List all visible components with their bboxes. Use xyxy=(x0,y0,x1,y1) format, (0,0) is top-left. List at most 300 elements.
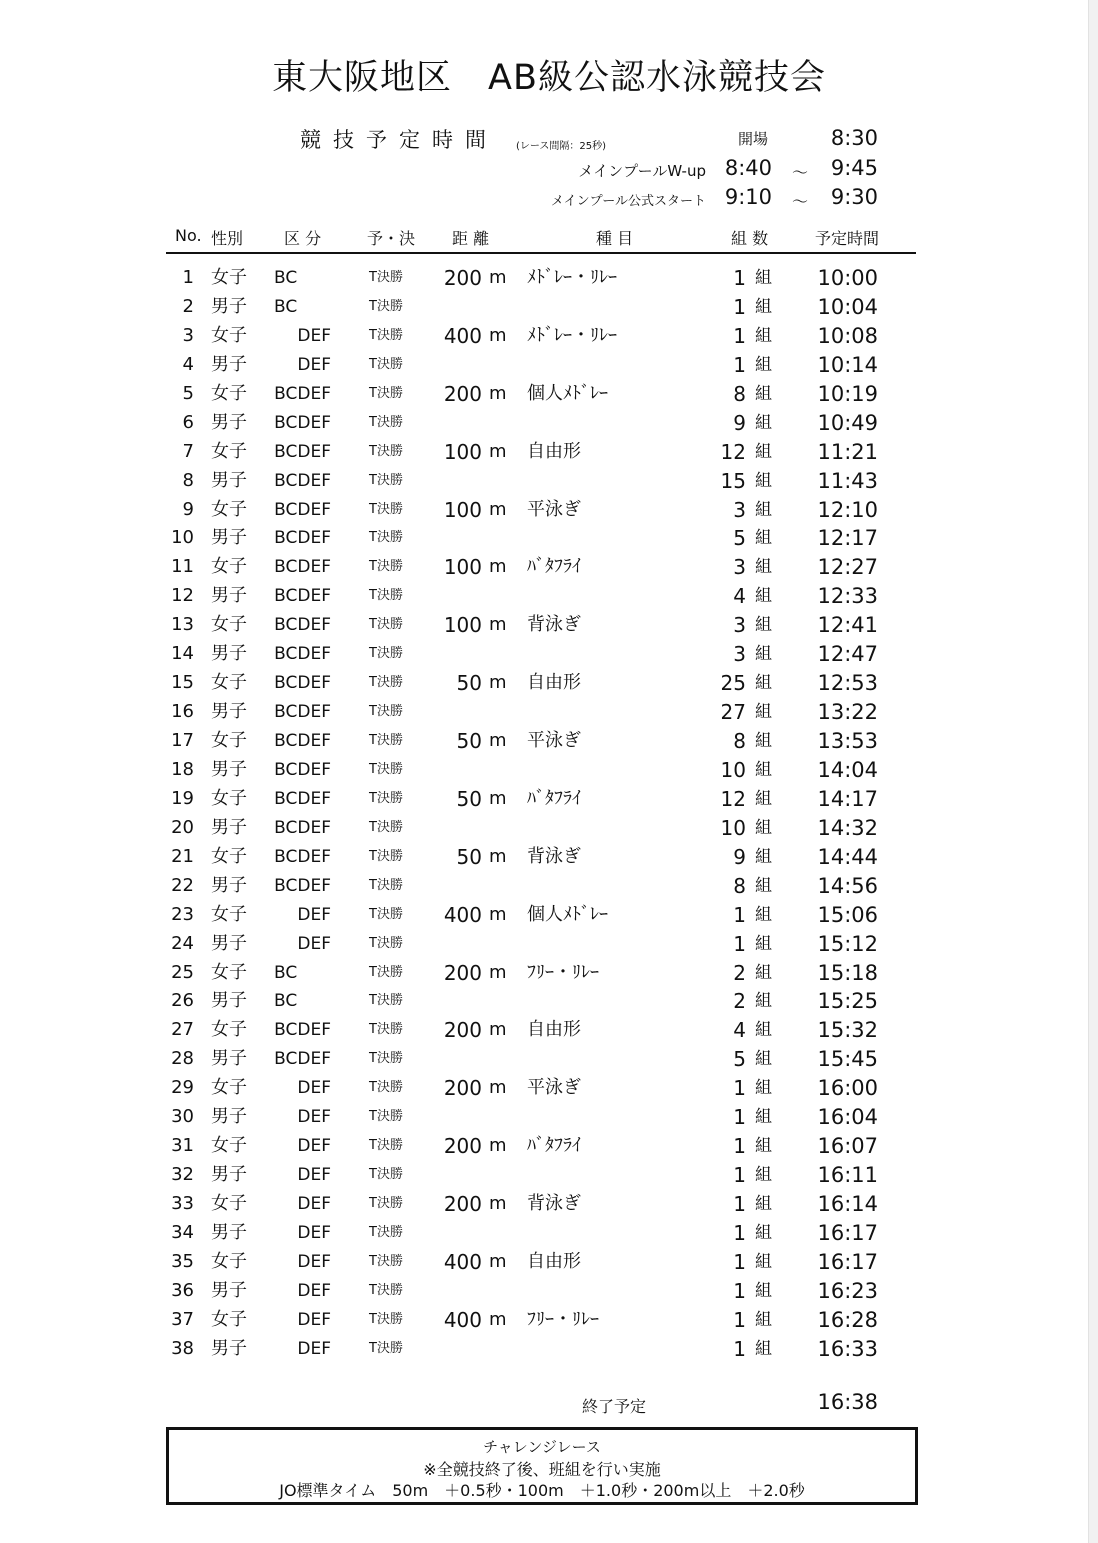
row-division: BCDEF xyxy=(274,788,331,809)
row-division: DEF xyxy=(297,933,331,954)
row-heats-unit: 組 xyxy=(755,615,772,636)
row-division: BC xyxy=(274,962,298,983)
row-heats: 3 xyxy=(733,613,746,638)
row-time: 13:22 xyxy=(817,700,878,725)
row-time: 16:17 xyxy=(817,1220,878,1245)
row-heats: 1 xyxy=(733,323,746,348)
row-sex: 男子 xyxy=(211,295,247,317)
row-division: BCDEF xyxy=(274,644,331,665)
row-time: 16:17 xyxy=(817,1249,878,1274)
row-time: 14:56 xyxy=(817,873,878,898)
row-distance: 400 xyxy=(443,1249,482,1274)
table-row xyxy=(0,1306,1098,1335)
row-heats: 15 xyxy=(720,468,746,493)
table-row xyxy=(0,1161,1098,1190)
row-event: 自由形 xyxy=(527,1019,581,1041)
table-row xyxy=(0,901,1098,930)
row-no: 34 xyxy=(171,1221,194,1243)
row-sex: 女子 xyxy=(211,1077,247,1099)
row-sex: 男子 xyxy=(211,1221,247,1243)
row-event: 平泳ぎ xyxy=(527,1077,581,1099)
row-distance: 200 xyxy=(443,381,482,406)
row-distance: 100 xyxy=(443,555,482,580)
table-row xyxy=(0,409,1098,438)
row-sex: 男子 xyxy=(211,1279,247,1301)
row-round: T決勝 xyxy=(369,675,403,691)
table-row xyxy=(0,1045,1098,1074)
schedule-table xyxy=(0,264,1098,1364)
row-no: 10 xyxy=(171,527,194,549)
row-heats: 1 xyxy=(733,902,746,927)
row-division: BCDEF xyxy=(274,1020,331,1041)
row-event: ﾒﾄﾞﾚｰ・ﾘﾚｰ xyxy=(527,267,617,288)
row-time: 15:32 xyxy=(817,1018,878,1043)
row-time: 13:53 xyxy=(817,729,878,753)
row-round: T決勝 xyxy=(369,1196,403,1211)
row-heats-unit: 組 xyxy=(755,586,772,607)
row-distance: 400 xyxy=(443,1307,482,1332)
row-distance: 200 xyxy=(443,1192,482,1216)
table-row xyxy=(0,611,1098,640)
row-division: DEF xyxy=(297,325,331,346)
row-no: 13 xyxy=(171,614,194,636)
table-row xyxy=(0,322,1098,351)
row-round: T決勝 xyxy=(369,1022,403,1038)
row-heats: 12 xyxy=(720,786,746,811)
row-distance-unit: m xyxy=(489,903,507,925)
row-sex: 女子 xyxy=(211,730,247,751)
table-row xyxy=(0,1074,1098,1103)
row-heats-unit: 組 xyxy=(755,557,772,578)
row-no: 19 xyxy=(171,787,194,809)
row-heats-unit: 組 xyxy=(755,528,772,549)
row-time: 16:00 xyxy=(817,1076,878,1101)
row-sex: 女子 xyxy=(211,614,247,636)
row-distance-unit: m xyxy=(489,845,507,867)
row-division: BCDEF xyxy=(274,846,331,867)
table-row xyxy=(0,1190,1098,1219)
row-heats: 1 xyxy=(733,266,746,290)
row-round: T決勝 xyxy=(369,935,403,951)
row-heats-unit: 組 xyxy=(755,731,772,751)
row-heats-unit: 組 xyxy=(755,904,772,925)
row-round: T決勝 xyxy=(369,1253,403,1269)
header-round: 予・決 xyxy=(367,229,416,248)
row-time: 15:45 xyxy=(817,1047,878,1072)
row-heats-unit: 組 xyxy=(755,788,772,809)
row-distance-unit: m xyxy=(489,440,507,462)
row-division: DEF xyxy=(297,1280,331,1301)
row-distance-unit: m xyxy=(489,614,507,636)
table-row xyxy=(0,1277,1098,1306)
challenge-box xyxy=(166,1427,918,1505)
row-round: T決勝 xyxy=(369,790,403,806)
row-event: 背泳ぎ xyxy=(527,1193,581,1214)
row-no: 16 xyxy=(171,701,194,723)
row-heats: 1 xyxy=(733,1278,746,1303)
row-heats-unit: 組 xyxy=(755,383,772,404)
row-round: T決勝 xyxy=(369,270,403,285)
row-no: 17 xyxy=(171,730,194,751)
row-no: 28 xyxy=(171,1048,194,1070)
row-time: 11:21 xyxy=(817,439,878,464)
row-heats: 1 xyxy=(733,1076,746,1101)
row-division: BCDEF xyxy=(274,499,331,520)
row-no: 33 xyxy=(171,1193,194,1214)
row-event: 平泳ぎ xyxy=(527,730,581,751)
row-division: DEF xyxy=(297,1251,331,1272)
row-time: 12:27 xyxy=(817,555,878,580)
row-no: 21 xyxy=(171,845,194,867)
row-heats-unit: 組 xyxy=(755,1194,772,1214)
row-round: T決勝 xyxy=(369,1080,403,1096)
row-event: ﾌﾘｰ・ﾘﾚｰ xyxy=(527,1308,599,1330)
row-round: T決勝 xyxy=(369,877,403,893)
table-row xyxy=(0,467,1098,496)
row-heats: 25 xyxy=(720,671,746,696)
row-distance: 200 xyxy=(443,1134,482,1159)
row-heats: 27 xyxy=(720,700,746,725)
row-heats: 1 xyxy=(733,1134,746,1159)
header-division: 区 分 xyxy=(284,229,322,248)
row-division: DEF xyxy=(297,354,331,375)
header-rule xyxy=(166,252,916,254)
table-row xyxy=(0,1103,1098,1132)
row-heats: 1 xyxy=(733,931,746,956)
table-row xyxy=(0,756,1098,785)
row-heats-unit: 組 xyxy=(755,1280,772,1301)
row-distance-unit: m xyxy=(489,787,507,809)
row-sex: 男子 xyxy=(211,527,247,549)
row-division: BCDEF xyxy=(274,875,331,896)
row-division: DEF xyxy=(297,1309,331,1330)
header-no: No. xyxy=(175,226,202,245)
row-no: 25 xyxy=(171,961,194,983)
row-sex: 女子 xyxy=(211,382,247,404)
row-time: 12:17 xyxy=(817,526,878,551)
header-event: 種 目 xyxy=(596,229,634,248)
row-heats-unit: 組 xyxy=(755,846,772,867)
row-round: T決勝 xyxy=(369,501,403,517)
row-distance-unit: m xyxy=(489,730,507,751)
info-official-end: 9:30 xyxy=(830,185,878,209)
row-event: 背泳ぎ xyxy=(527,614,581,636)
row-distance-unit: m xyxy=(489,382,507,404)
row-heats-unit: 組 xyxy=(755,1251,772,1272)
row-heats: 8 xyxy=(733,873,746,898)
table-row xyxy=(0,496,1098,525)
row-heats: 3 xyxy=(733,555,746,580)
row-distance: 50 xyxy=(456,671,482,696)
row-no: 27 xyxy=(171,1019,194,1041)
row-time: 15:12 xyxy=(817,931,878,956)
row-sex: 男子 xyxy=(211,1337,247,1359)
row-heats: 9 xyxy=(733,844,746,869)
row-sex: 男子 xyxy=(211,1106,247,1128)
row-distance: 200 xyxy=(443,1076,482,1101)
row-no: 14 xyxy=(171,643,194,665)
row-heats: 9 xyxy=(733,410,746,435)
schedule-note: (レース間隔：25秒) xyxy=(516,141,607,152)
row-sex: 男子 xyxy=(211,874,247,896)
table-row xyxy=(0,438,1098,467)
row-time: 16:04 xyxy=(817,1105,878,1130)
row-heats: 3 xyxy=(733,497,746,522)
row-sex: 男子 xyxy=(211,585,247,607)
row-distance: 50 xyxy=(456,786,482,811)
row-round: T決勝 xyxy=(369,1340,403,1356)
row-time: 12:53 xyxy=(817,671,878,696)
row-division: BCDEF xyxy=(274,702,331,723)
row-round: T決勝 xyxy=(369,327,403,343)
row-sex: 男子 xyxy=(211,1048,247,1070)
row-time: 14:17 xyxy=(817,786,878,811)
row-division: BCDEF xyxy=(274,615,331,636)
info-warmup-start: 8:40 xyxy=(724,156,772,180)
row-event: 平泳ぎ xyxy=(527,498,581,520)
row-heats-unit: 組 xyxy=(755,1165,772,1186)
info-official-start: 9:10 xyxy=(724,185,772,209)
row-no: 24 xyxy=(171,932,194,954)
table-row xyxy=(0,1016,1098,1045)
row-round: T決勝 xyxy=(369,1224,403,1240)
row-distance: 200 xyxy=(443,266,482,290)
row-heats: 1 xyxy=(733,1220,746,1245)
row-sex: 女子 xyxy=(211,1308,247,1330)
row-time: 12:33 xyxy=(817,584,878,609)
row-time: 16:28 xyxy=(817,1307,878,1332)
row-no: 30 xyxy=(171,1106,194,1128)
row-division: BCDEF xyxy=(274,586,331,607)
row-no: 7 xyxy=(182,440,194,462)
info-warmup-end: 9:45 xyxy=(830,156,878,180)
row-division: DEF xyxy=(297,1338,331,1359)
row-heats-unit: 組 xyxy=(755,644,772,665)
row-distance: 200 xyxy=(443,960,482,985)
info-open-time: 8:30 xyxy=(830,126,878,150)
row-heats: 5 xyxy=(733,1047,746,1072)
row-no: 6 xyxy=(182,411,194,433)
row-time: 15:18 xyxy=(817,960,878,985)
row-distance: 100 xyxy=(443,439,482,464)
row-round: T決勝 xyxy=(369,414,403,430)
row-round: T決勝 xyxy=(369,993,403,1009)
row-time: 10:14 xyxy=(817,352,878,377)
row-distance-unit: m xyxy=(489,1135,507,1157)
row-distance-unit: m xyxy=(489,961,507,983)
row-heats-unit: 組 xyxy=(755,1078,772,1099)
row-round: T決勝 xyxy=(369,819,403,835)
info-official-tilde: ～ xyxy=(792,192,809,211)
row-heats-unit: 組 xyxy=(755,1049,772,1070)
row-no: 26 xyxy=(171,990,194,1012)
row-distance-unit: m xyxy=(489,1019,507,1041)
header-sex: 性別 xyxy=(211,229,244,248)
row-sex: 男子 xyxy=(211,758,247,780)
row-distance: 400 xyxy=(443,902,482,927)
row-round: T決勝 xyxy=(369,646,403,662)
row-sex: 女子 xyxy=(211,672,247,694)
row-division: BC xyxy=(274,268,298,288)
row-heats: 1 xyxy=(733,1105,746,1130)
row-event: ﾒﾄﾞﾚｰ・ﾘﾚｰ xyxy=(527,324,617,346)
table-row xyxy=(0,1248,1098,1277)
row-sex: 男子 xyxy=(211,816,247,838)
row-no: 8 xyxy=(182,469,194,491)
table-row xyxy=(0,698,1098,727)
row-heats: 1 xyxy=(733,294,746,319)
row-heats-unit: 組 xyxy=(755,875,772,896)
row-sex: 女子 xyxy=(211,787,247,809)
table-row xyxy=(0,264,1098,293)
row-no: 2 xyxy=(182,295,194,317)
row-division: DEF xyxy=(297,1107,331,1128)
row-sex: 女子 xyxy=(211,1250,247,1272)
row-no: 1 xyxy=(182,267,194,288)
row-division: BCDEF xyxy=(274,759,331,780)
row-round: T決勝 xyxy=(369,530,403,546)
row-sex: 女子 xyxy=(211,1019,247,1041)
row-division: BCDEF xyxy=(274,731,331,751)
row-division: DEF xyxy=(297,904,331,925)
row-no: 38 xyxy=(171,1337,194,1359)
row-division: DEF xyxy=(297,1078,331,1099)
row-sex: 女子 xyxy=(211,1193,247,1214)
info-warmup-tilde: ～ xyxy=(792,163,809,182)
row-distance: 50 xyxy=(456,729,482,753)
row-heats: 4 xyxy=(733,584,746,609)
row-division: BCDEF xyxy=(274,817,331,838)
table-row xyxy=(0,959,1098,988)
row-heats-unit: 組 xyxy=(755,412,772,433)
row-distance-unit: m xyxy=(489,1250,507,1272)
row-sex: 女子 xyxy=(211,440,247,462)
row-sex: 女子 xyxy=(211,324,247,346)
row-heats: 2 xyxy=(733,989,746,1014)
row-heats-unit: 組 xyxy=(755,470,772,491)
row-heats: 1 xyxy=(733,1163,746,1188)
row-time: 14:32 xyxy=(817,815,878,840)
row-no: 5 xyxy=(182,382,194,404)
table-row xyxy=(0,380,1098,409)
row-division: DEF xyxy=(297,1136,331,1157)
row-distance: 200 xyxy=(443,1018,482,1043)
row-time: 10:04 xyxy=(817,294,878,319)
row-event: 自由形 xyxy=(527,1250,581,1272)
row-division: BCDEF xyxy=(274,441,331,462)
end-label: 終了予定 xyxy=(582,1397,647,1416)
row-event: ﾊﾞﾀﾌﾗｲ xyxy=(527,556,581,578)
row-heats: 1 xyxy=(733,1307,746,1332)
challenge-note: ※全競技終了後、班組を行い実施 xyxy=(423,1460,661,1479)
row-heats-unit: 組 xyxy=(755,702,772,723)
row-distance-unit: m xyxy=(489,324,507,346)
row-event: 自由形 xyxy=(527,672,581,694)
row-heats-unit: 組 xyxy=(755,1338,772,1359)
row-time: 16:14 xyxy=(817,1192,878,1216)
row-heats-unit: 組 xyxy=(755,1309,772,1330)
table-row xyxy=(0,1335,1098,1364)
row-sex: 女子 xyxy=(211,1135,247,1157)
row-heats-unit: 組 xyxy=(755,1107,772,1128)
row-sex: 男子 xyxy=(211,1164,247,1186)
row-round: T決勝 xyxy=(369,617,403,633)
row-distance-unit: m xyxy=(489,556,507,578)
table-row xyxy=(0,524,1098,553)
row-sex: 男子 xyxy=(211,353,247,375)
row-round: T決勝 xyxy=(369,964,403,980)
row-heats-unit: 組 xyxy=(755,354,772,375)
row-event: 個人ﾒﾄﾞﾚｰ xyxy=(527,382,608,404)
row-division: DEF xyxy=(297,1165,331,1186)
table-row xyxy=(0,930,1098,959)
row-heats: 10 xyxy=(720,757,746,782)
row-no: 23 xyxy=(171,903,194,925)
row-round: T決勝 xyxy=(369,704,403,720)
row-no: 37 xyxy=(171,1308,194,1330)
table-row xyxy=(0,987,1098,1016)
row-division: BC xyxy=(274,296,298,317)
row-no: 4 xyxy=(182,353,194,375)
row-division: BCDEF xyxy=(274,383,331,404)
table-row xyxy=(0,351,1098,380)
row-time: 15:25 xyxy=(817,989,878,1014)
row-sex: 女子 xyxy=(211,498,247,520)
row-time: 10:00 xyxy=(817,266,878,290)
row-round: T決勝 xyxy=(369,443,403,459)
row-heats: 8 xyxy=(733,381,746,406)
table-row xyxy=(0,785,1098,814)
header-distance: 距 離 xyxy=(452,229,490,248)
row-sex: 女子 xyxy=(211,556,247,578)
row-round: T決勝 xyxy=(369,1282,403,1298)
row-round: T決勝 xyxy=(369,298,403,314)
row-round: T決勝 xyxy=(369,1311,403,1327)
row-division: BCDEF xyxy=(274,528,331,549)
row-round: T決勝 xyxy=(369,906,403,922)
table-row xyxy=(0,814,1098,843)
row-distance: 400 xyxy=(443,323,482,348)
table-row xyxy=(0,582,1098,611)
table-row xyxy=(0,843,1098,872)
row-distance-unit: m xyxy=(489,672,507,694)
row-distance-unit: m xyxy=(489,1077,507,1099)
row-event: ﾌﾘｰ・ﾘﾚｰ xyxy=(527,961,599,983)
row-sex: 男子 xyxy=(211,990,247,1012)
row-sex: 女子 xyxy=(211,845,247,867)
row-division: DEF xyxy=(297,1194,331,1214)
row-distance: 100 xyxy=(443,497,482,522)
row-heats-unit: 組 xyxy=(755,499,772,520)
row-event: 個人ﾒﾄﾞﾚｰ xyxy=(527,903,608,925)
row-time: 10:49 xyxy=(817,410,878,435)
row-sex: 男子 xyxy=(211,932,247,954)
row-round: T決勝 xyxy=(369,848,403,864)
row-distance: 50 xyxy=(456,844,482,869)
row-distance-unit: m xyxy=(489,267,507,288)
row-heats: 1 xyxy=(733,1249,746,1274)
row-round: T決勝 xyxy=(369,385,403,401)
row-heats-unit: 組 xyxy=(755,817,772,838)
row-division: BCDEF xyxy=(274,412,331,433)
row-no: 31 xyxy=(171,1135,194,1157)
row-division: DEF xyxy=(297,1222,331,1243)
row-no: 9 xyxy=(182,498,194,520)
row-heats: 1 xyxy=(733,1336,746,1361)
row-heats: 12 xyxy=(720,439,746,464)
row-no: 15 xyxy=(171,672,194,694)
row-sex: 男子 xyxy=(211,701,247,723)
